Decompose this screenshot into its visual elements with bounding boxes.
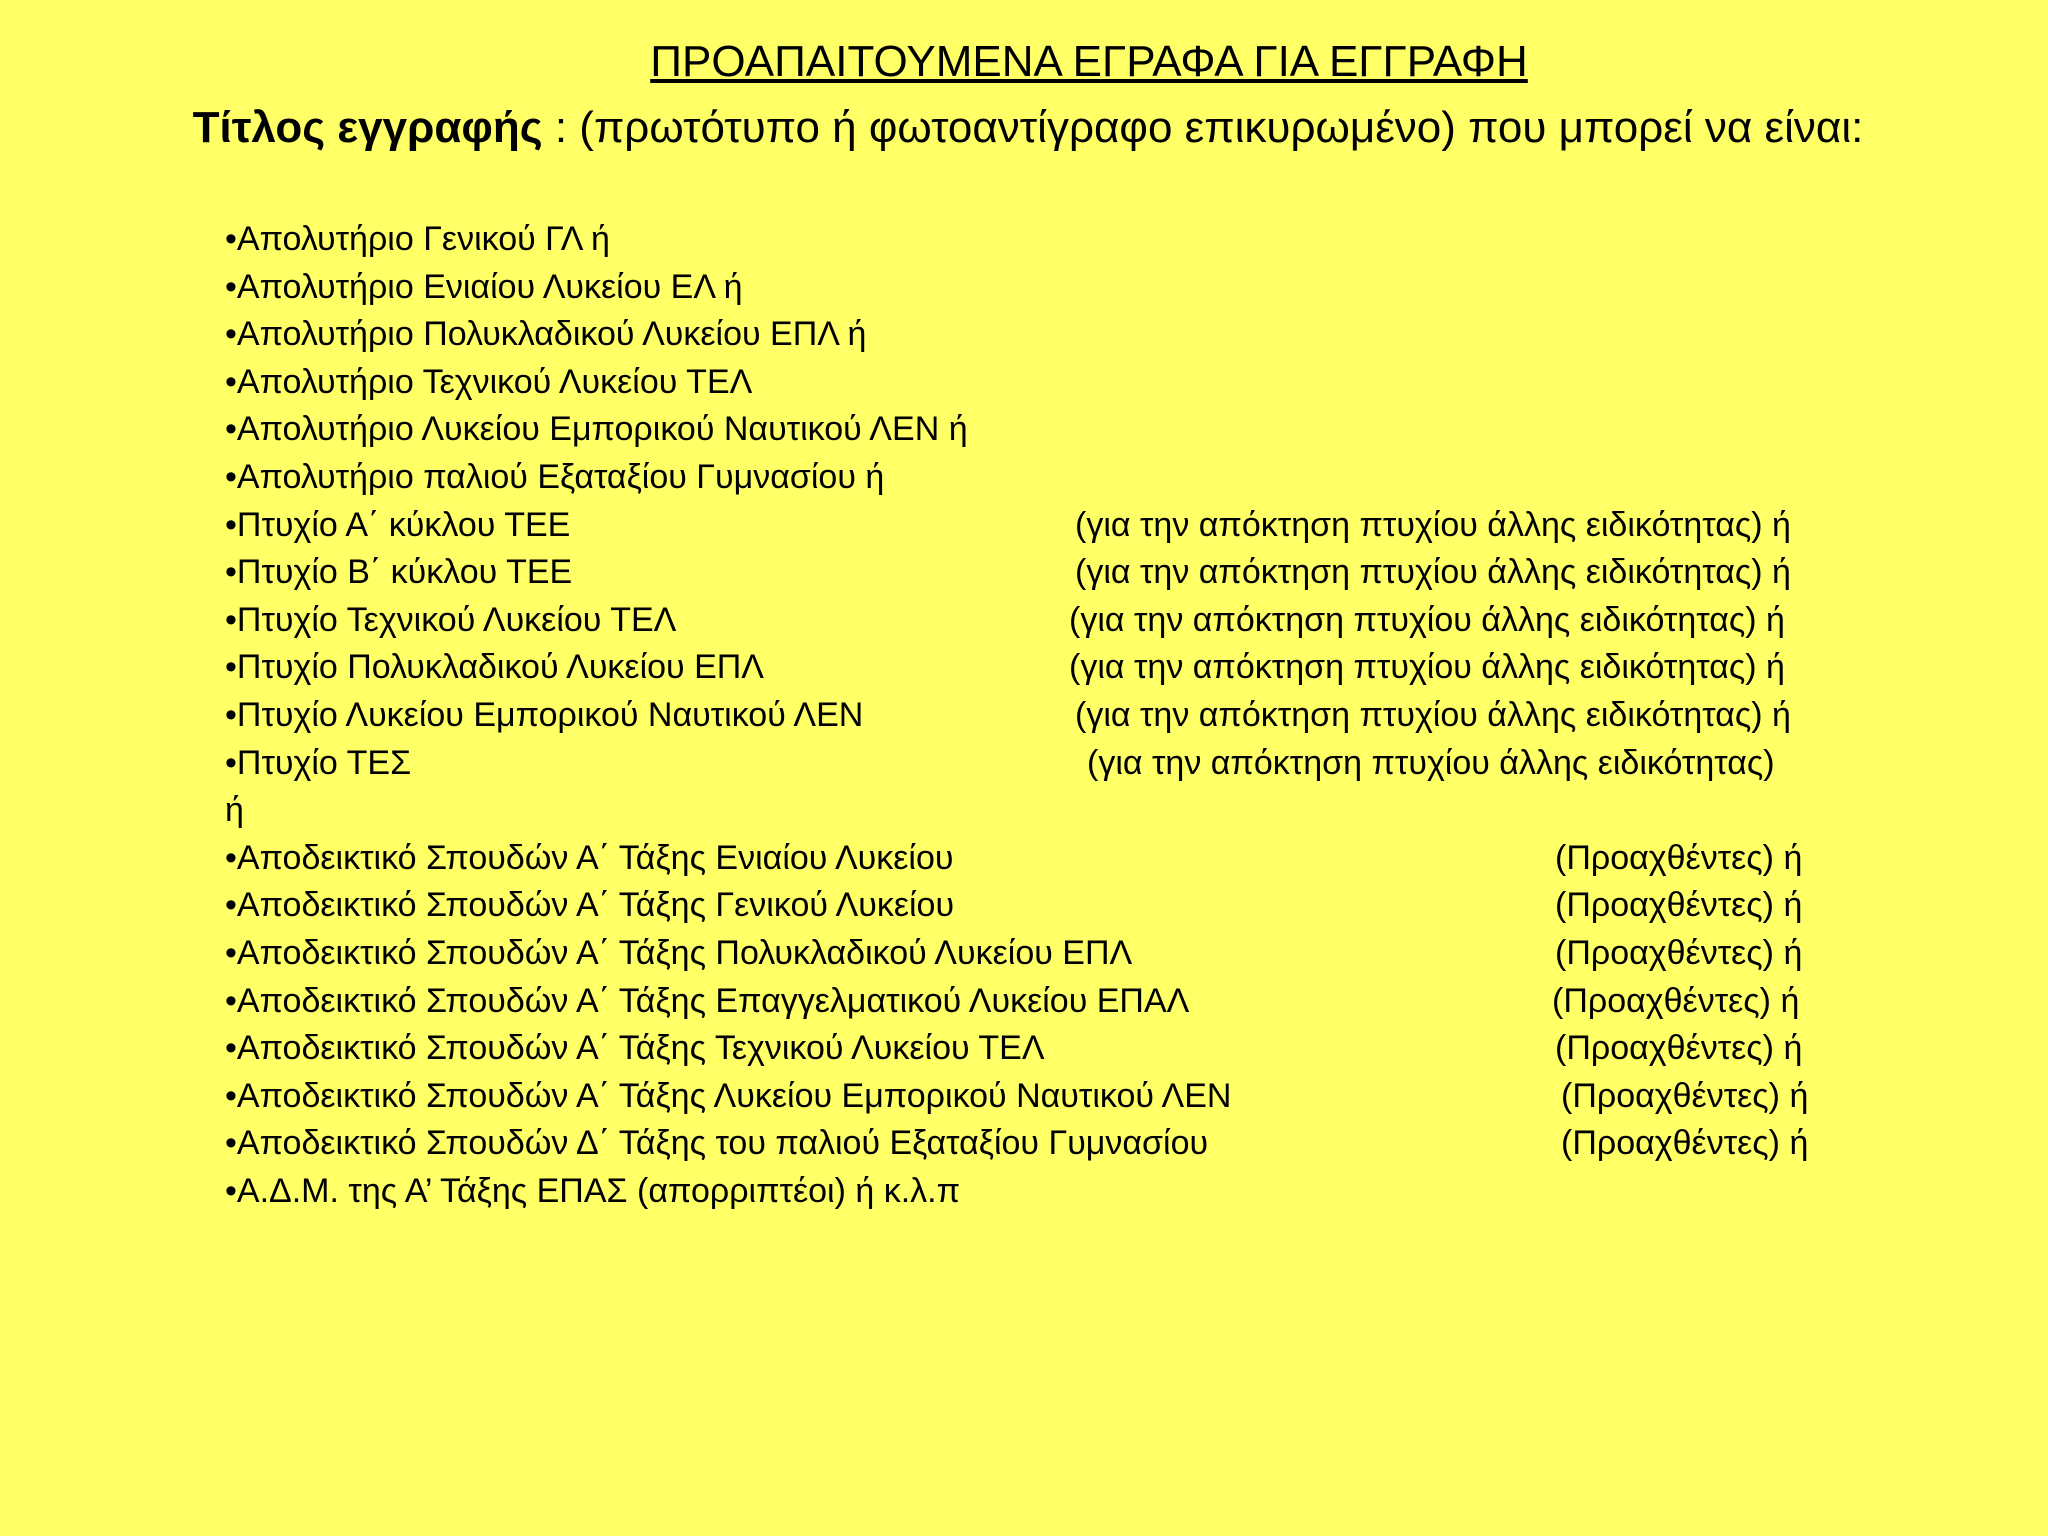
list-item-text: •Αποδεικτικό Σπουδών Α΄ Τάξης Ενιαίου Λυκείου xyxy=(225,838,954,877)
list-item-note: (για την απόκτηση πτυχίου άλλης ειδικότητας) ή xyxy=(1075,553,1791,592)
subtitle-label: Τίτλος εγγραφής xyxy=(192,103,543,152)
list-item xyxy=(225,835,1945,883)
list-item-text: •Αποδεικτικό Σπουδών Α΄ Τάξης Γενικού Λυκείου xyxy=(225,886,955,925)
list-item xyxy=(225,264,1945,312)
list-item-text: •Πτυχίο ΤΕΣ xyxy=(225,743,412,782)
list-item-note: (για την απόκτηση πτυχίου άλλης ειδικότητας) xyxy=(1087,743,1775,782)
list-item-note: (Προαχθέντες) ή xyxy=(1555,886,1803,925)
list-item xyxy=(225,502,1945,550)
list-item-text: •Απολυτήριο Πολυκλαδικού Λυκείου ΕΠΛ ή xyxy=(225,315,867,354)
list-item-text: •Απολυτήριο Γενικού ΓΛ ή xyxy=(225,220,610,258)
list-item-text: •Πτυχίο Τεχνικού Λυκείου ΤΕΛ xyxy=(225,600,677,639)
list-item-note: (για την απόκτηση πτυχίου άλλης ειδικότητας) ή xyxy=(1069,600,1785,639)
list-item-text: •Πτυχίο Λυκείου Εμπορικού Ναυτικού ΛΕΝ xyxy=(225,695,864,734)
list-item-note: (για την απόκτηση πτυχίου άλλης ειδικότητας) ή xyxy=(1075,505,1791,544)
list-item-text: •Απολυτήριο παλιού Εξαταξίου Γυμνασίου ή xyxy=(225,457,885,496)
list-item xyxy=(225,549,1945,597)
list-item xyxy=(225,454,1945,502)
list-item-text: •Απολυτήριο Λυκείου Εμπορικού Ναυτικού ΛΕΝ ή xyxy=(225,410,968,449)
list-item xyxy=(225,882,1945,930)
list-item-text: •Αποδεικτικό Σπουδών Α΄ Τάξης Επαγγελματικού Λυκείου ΕΠΑΛ xyxy=(225,981,1190,1020)
list-item xyxy=(225,787,1945,835)
list-item-note: (Προαχθέντες) ή xyxy=(1555,838,1803,877)
list-item-text: •Πτυχίο Πολυκλαδικού Λυκείου ΕΠΛ xyxy=(225,648,765,687)
list-item-text: ή xyxy=(225,791,244,830)
list-item xyxy=(225,406,1945,454)
list-item xyxy=(225,216,1945,264)
list-item-note: (Προαχθέντες) ή xyxy=(1555,933,1803,972)
list-item xyxy=(225,1025,1945,1073)
list-item xyxy=(225,597,1945,645)
list-item-text: •Αποδεικτικό Σπουδών Α΄ Τάξης Πολυκλαδικού Λυκείου ΕΠΛ xyxy=(225,933,1133,972)
page-title: ΠΡΟΑΠΑΙΤΟΥΜΕΝΑ ΕΓΡΑΦΑ ΓΙΑ ΕΓΓΡΑΦΗ xyxy=(650,37,1528,86)
list-item xyxy=(225,740,1945,788)
list-item xyxy=(225,644,1945,692)
list-item-text: •Αποδεικτικό Σπουδών Δ΄ Τάξης του παλιού Εξαταξίου Γυμνασίου xyxy=(225,1124,1209,1163)
list-item-text: •Α.Δ.Μ. της Α’ Τάξης ΕΠΑΣ (απορριπτέοι) ή κ.λ.π xyxy=(225,1171,961,1210)
subtitle xyxy=(120,98,1936,158)
list-item-text: •Πτυχίο Α΄ κύκλου ΤΕΕ xyxy=(225,505,571,544)
list-item xyxy=(225,978,1945,1026)
list-item-note: (Προαχθέντες) ή xyxy=(1552,981,1800,1020)
subtitle-text: : (πρωτότυπο ή φωτοαντίγραφο επικυρωμένο) που μπορεί να είναι: xyxy=(542,103,1864,152)
list-item-note: (Προαχθέντες) ή xyxy=(1561,1076,1809,1115)
list-item xyxy=(225,1168,1945,1216)
list-item xyxy=(225,692,1945,740)
list-item xyxy=(225,1120,1945,1168)
list-item-text: •Αποδεικτικό Σπουδών Α΄ Τάξης Τεχνικού Λυκείου ΤΕΛ xyxy=(225,1029,1045,1068)
list-item xyxy=(225,311,1945,359)
list-item-text: •Απολυτήριο Τεχνικού Λυκείου ΤΕΛ xyxy=(225,362,753,401)
list-item-note: (Προαχθέντες) ή xyxy=(1561,1124,1809,1163)
list-item xyxy=(225,359,1945,407)
list-item-text: •Απολυτήριο Ενιαίου Λυκείου ΕΛ ή xyxy=(225,267,743,306)
list-item-note: (Προαχθέντες) ή xyxy=(1555,1029,1803,1068)
list-item-text: •Πτυχίο Β΄ κύκλου ΤΕΕ xyxy=(225,553,573,592)
list-item xyxy=(225,1073,1945,1121)
list-item-note: (για την απόκτηση πτυχίου άλλης ειδικότητας) ή xyxy=(1075,695,1791,734)
list-item-text: •Αποδεικτικό Σπουδών Α΄ Τάξης Λυκείου Εμπορικού Ναυτικού ΛΕΝ xyxy=(225,1076,1232,1115)
documents-list xyxy=(225,216,1945,1215)
list-item xyxy=(225,930,1945,978)
list-item-note: (για την απόκτηση πτυχίου άλλης ειδικότητας) ή xyxy=(1069,648,1785,687)
